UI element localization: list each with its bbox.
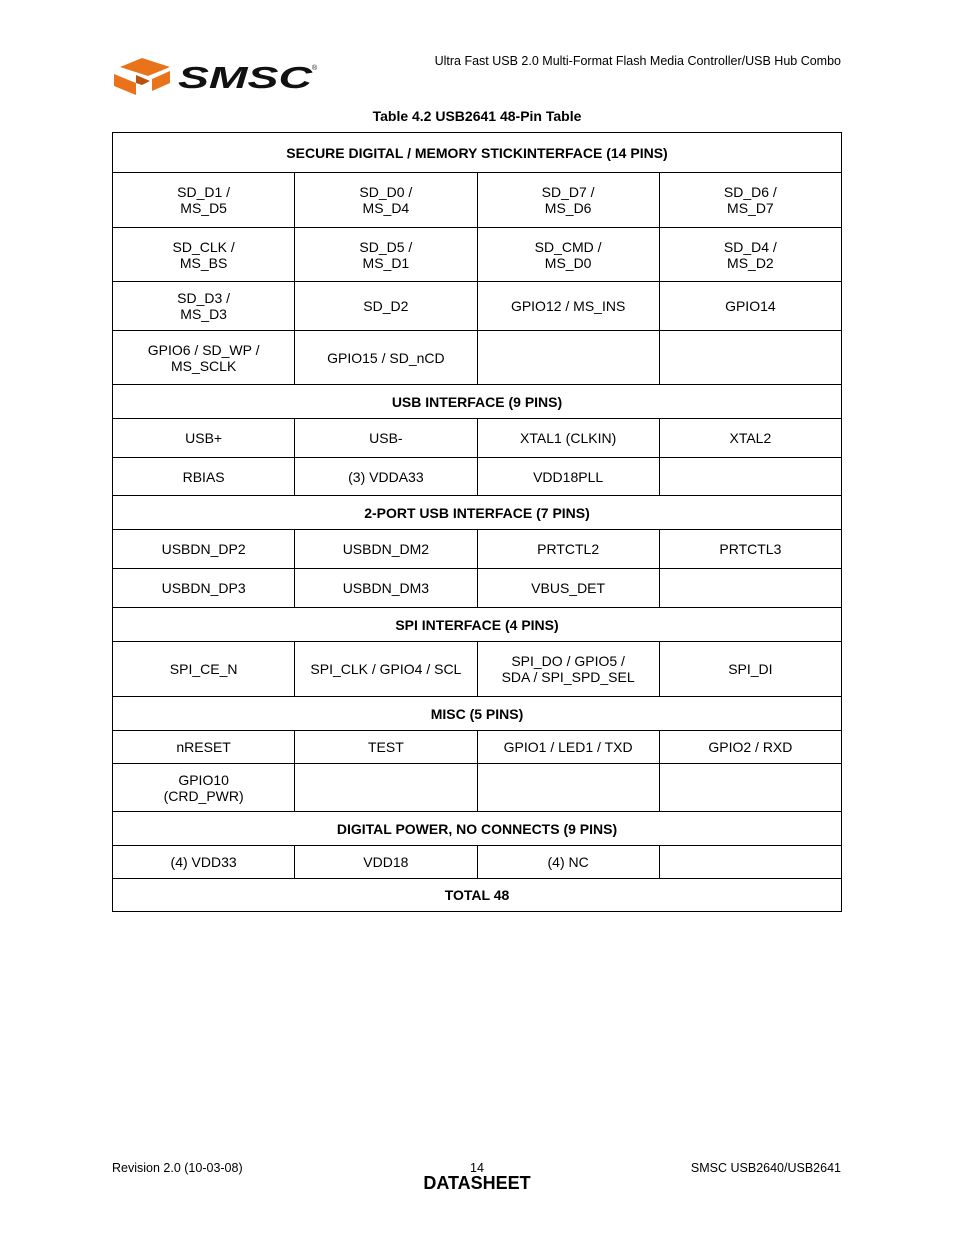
pin-cell: USBDN_DM3 <box>295 569 477 608</box>
table-row <box>113 731 842 764</box>
pin-cell: (3) VDDA33 <box>295 458 477 496</box>
section-header: SPI INTERFACE (4 PINS) <box>113 608 842 642</box>
table-row <box>113 764 842 812</box>
table-row <box>113 458 842 496</box>
pin-cell: USB+ <box>113 419 295 458</box>
pin-cell: (4) NC <box>477 846 659 879</box>
pin-cell: (4) VDD33 <box>113 846 295 879</box>
table-row <box>113 608 842 642</box>
section-header: SECURE DIGITAL / MEMORY STICKINTERFACE (14 PINS) <box>113 133 842 173</box>
pin-cell <box>659 458 841 496</box>
table-row <box>113 879 842 912</box>
part-number: SMSC USB2640/USB2641 <box>690 1161 841 1175</box>
revision-label: Revision 2.0 (10-03-08) <box>112 1161 243 1175</box>
pin-cell: USB- <box>295 419 477 458</box>
pin-cell: TEST <box>295 731 477 764</box>
table-row <box>113 496 842 530</box>
pin-cell: VDD18 <box>295 846 477 879</box>
pin-cell: GPIO14 <box>659 282 841 331</box>
page-number: 14 <box>470 1161 484 1175</box>
pin-table <box>112 132 842 912</box>
pin-cell: SD_D1 / MS_D5 <box>113 173 295 228</box>
pin-cell <box>659 331 841 385</box>
table-row <box>113 385 842 419</box>
pin-cell <box>659 846 841 879</box>
pin-cell: SD_CLK / MS_BS <box>113 228 295 282</box>
pin-cell: SD_D7 / MS_D6 <box>477 173 659 228</box>
logo-wordmark: SMSC <box>178 60 313 95</box>
smsc-logo <box>112 57 322 95</box>
table-row <box>113 173 842 228</box>
pin-cell <box>659 764 841 812</box>
pin-cell: SPI_DO / GPIO5 / SDA / SPI_SPD_SEL <box>477 642 659 697</box>
pin-cell: GPIO15 / SD_nCD <box>295 331 477 385</box>
pin-cell: PRTCTL2 <box>477 530 659 569</box>
pin-cell <box>659 569 841 608</box>
table-row <box>113 569 842 608</box>
pin-cell <box>477 764 659 812</box>
table-row <box>113 331 842 385</box>
pin-cell: SD_D4 / MS_D2 <box>659 228 841 282</box>
pin-cell: SD_D6 / MS_D7 <box>659 173 841 228</box>
section-header: DIGITAL POWER, NO CONNECTS (9 PINS) <box>113 812 842 846</box>
pin-cell: XTAL1 (CLKIN) <box>477 419 659 458</box>
pin-cell: GPIO6 / SD_WP / MS_SCLK <box>113 331 295 385</box>
pin-cell: USBDN_DP2 <box>113 530 295 569</box>
table-row <box>113 228 842 282</box>
pin-cell: GPIO2 / RXD <box>659 731 841 764</box>
pin-cell: SD_CMD / MS_D0 <box>477 228 659 282</box>
pin-cell: SD_D3 / MS_D3 <box>113 282 295 331</box>
pin-cell <box>477 331 659 385</box>
pin-cell: SD_D0 / MS_D4 <box>295 173 477 228</box>
pin-cell: VBUS_DET <box>477 569 659 608</box>
logo-mark-right <box>152 71 170 91</box>
pin-cell: USBDN_DP3 <box>113 569 295 608</box>
pin-cell: USBDN_DM2 <box>295 530 477 569</box>
pin-cell: nRESET <box>113 731 295 764</box>
section-header: USB INTERFACE (9 PINS) <box>113 385 842 419</box>
table-row <box>113 697 842 731</box>
pin-cell: GPIO1 / LED1 / TXD <box>477 731 659 764</box>
table-total: TOTAL 48 <box>113 879 842 912</box>
pin-cell: SD_D2 <box>295 282 477 331</box>
pin-cell: VDD18PLL <box>477 458 659 496</box>
table-row <box>113 812 842 846</box>
logo-mark-top <box>120 58 170 76</box>
table-row <box>113 419 842 458</box>
pin-cell: SD_D5 / MS_D1 <box>295 228 477 282</box>
pin-cell: SPI_CLK / GPIO4 / SCL <box>295 642 477 697</box>
table-row <box>113 642 842 697</box>
logo-mark-center <box>136 75 150 85</box>
pin-cell <box>295 764 477 812</box>
pin-cell: SPI_CE_N <box>113 642 295 697</box>
table-row <box>113 846 842 879</box>
pin-cell: SPI_DI <box>659 642 841 697</box>
logo-mark-left <box>114 74 136 95</box>
pin-cell: GPIO10 (CRD_PWR) <box>113 764 295 812</box>
pin-cell: RBIAS <box>113 458 295 496</box>
document-title: Ultra Fast USB 2.0 Multi-Format Flash Media Controller/USB Hub Combo <box>434 54 841 68</box>
pin-cell: GPIO12 / MS_INS <box>477 282 659 331</box>
table-caption: Table 4.2 USB2641 48-Pin Table <box>372 108 582 124</box>
table-row <box>113 133 842 173</box>
table-row <box>113 530 842 569</box>
datasheet-label: DATASHEET <box>423 1173 531 1193</box>
section-header: MISC (5 PINS) <box>113 697 842 731</box>
pin-cell: XTAL2 <box>659 419 841 458</box>
table-row <box>113 282 842 331</box>
pin-cell: PRTCTL3 <box>659 530 841 569</box>
section-header: 2-PORT USB INTERFACE (7 PINS) <box>113 496 842 530</box>
registered-mark: ® <box>312 65 318 72</box>
